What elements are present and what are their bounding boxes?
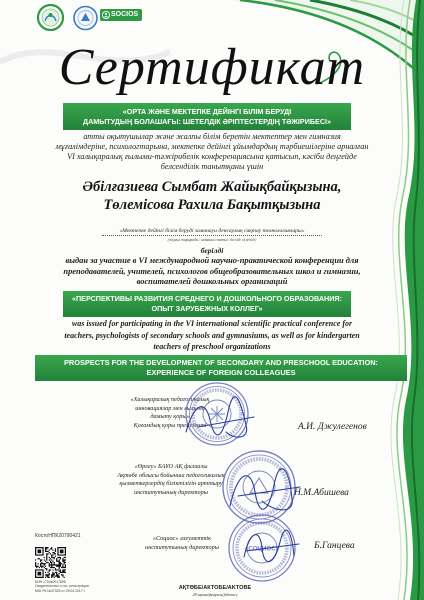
institute-logo xyxy=(37,4,64,31)
signatory-1-position xyxy=(100,396,240,430)
intro-ru-line: воспитателей дошкольных организаций xyxy=(136,277,288,286)
intro-text-kz xyxy=(12,132,412,172)
signatory-position-line: қызметкерлердің біліктілігін арттыру xyxy=(119,480,223,487)
registration-info xyxy=(35,580,89,593)
socios-people-icon xyxy=(102,11,110,19)
issued-label-kz: берілді xyxy=(200,246,224,255)
recipient-name: Әбілғазиева Сымбат Жайықбайқызына, xyxy=(82,179,342,195)
signatory-3-name: Б.Ганцева xyxy=(314,541,355,551)
conference-title-ru xyxy=(63,291,351,317)
recipient-name: Төлемісова Рахила Бақытқызына xyxy=(103,197,321,213)
intro-en-line: was issued for participating in the VI international scientific practical conference for xyxy=(71,319,353,328)
conference-title-ru-line: ОПЫТ ЗАРУБЕЖНЫХ КОЛЛЕГ» xyxy=(151,304,263,313)
signatory-position-line: дамыту қоры» xyxy=(150,413,190,420)
conference-title-kz xyxy=(63,103,351,130)
signatory-1-name: А.И. Джулегенов xyxy=(298,422,367,432)
recipient-names xyxy=(0,178,424,214)
conference-title-kz-line: ДАМЫТУДЫҢ БОЛАШАҒЫ: ШЕТЕЛДІК ӘРІПТЕСТЕРДІҢ ТӘЖІРИБЕСІ» xyxy=(82,116,332,126)
intro-kz-line: атты оқытушылар және жалпы білім беретін мектептер мен гимназия xyxy=(83,132,341,141)
intro-text-en xyxy=(12,318,412,353)
conference-title-en-line: PROSPECTS FOR THE DEVELOPMENT OF SECONDARY AND PRESCHOOL EDUCATION: xyxy=(64,358,378,367)
conference-title-en xyxy=(35,355,407,381)
intro-kz-line: белсенділік танытқаны үшін xyxy=(160,162,264,171)
certificate-code: КостоНПК20790421 xyxy=(35,533,81,539)
intro-ru-line: выдан за участие в VI международной научно-практической конференции для xyxy=(65,256,359,265)
registration-line: МЮ РК №07325 от 25.04.2017 г. xyxy=(35,588,86,593)
socios-logo-text: SOCIOS xyxy=(111,11,139,18)
signatory-position-line: институтының директоры xyxy=(134,488,208,496)
qr-modules xyxy=(35,547,66,578)
signatory-position-line: «Социос» әлеуметтік xyxy=(152,535,212,542)
intro-kz-line: мұғалімдеріне, психологтарына, мектепке дейінгі ұйымдардың тәрбиешілеріне арналған xyxy=(55,142,369,151)
signatory-position-line: «Өрлеу» БАҰО АҚ филиалы xyxy=(134,463,208,470)
conference-title-en-line: EXPERIENCE OF FOREIGN COLLEAGUES xyxy=(146,368,296,377)
intro-ru-line: преподавателей, учителей, психологов общеобразовательных школ и гимназии, xyxy=(63,266,361,276)
intro-text-ru xyxy=(12,256,412,288)
orleu-logo xyxy=(72,5,99,32)
registration-line: БИН 170440017898 xyxy=(35,580,66,584)
intro-en-line: teachers of preschool organizations xyxy=(153,342,271,351)
work-title-caption: (жұмыс тақырыбы / название статьи / the title of article) xyxy=(167,238,257,242)
signatory-position-line: инновациялар мен ғылыми xyxy=(135,404,205,412)
signatory-2-name: Н.М.Абишева xyxy=(294,488,349,498)
registration-line: Свидетельство о гос. регистрации xyxy=(35,584,89,589)
signatory-2-position xyxy=(98,463,244,497)
issue-date: 28 ақпан/февраль/february xyxy=(192,592,238,597)
intro-kz-line: VI халықаралық ғылыми-тәжірибелік конференциясына қатысып, кәсіби деңгейде xyxy=(67,152,357,161)
issue-place: АҚТӨБЕ/АКТОБЕ/AKTOBE xyxy=(178,585,252,591)
orleu-emblem-icon xyxy=(72,5,99,32)
signatory-position-line: институтының директоры xyxy=(145,543,219,551)
work-title: «Мектепке дейінгі білім беруді заманауи денсаулық сақтау технологиялары» xyxy=(102,227,322,236)
signatory-position-line: Қоғамдық қоры президенті xyxy=(133,421,207,429)
conference-title-ru-line: «ПЕРСПЕКТИВЫ РАЗВИТИЯ СРЕДНЕГО И ДОШКОЛЬНОГО ОБРАЗОВАНИЯ: xyxy=(72,294,342,303)
socios-logo xyxy=(100,9,142,21)
stamp-3-label: «СОЦИОС» xyxy=(244,545,280,553)
conference-title-kz-line: «ОРТА ЖӘНЕ МЕКТЕПКЕ ДЕЙІНГІ БІЛІМ БЕРУДІ xyxy=(122,106,292,116)
intro-en-line: teachers, psychologists of secondary schools and gymnasiums, as well as for kindergarten xyxy=(64,330,360,340)
signatory-position-line: «Халықаралық педагогикалық xyxy=(130,396,210,403)
institute-emblem-icon xyxy=(37,4,64,31)
qr-code[interactable] xyxy=(35,547,66,578)
signatory-3-position xyxy=(120,535,244,552)
certificate-title: Сертификат xyxy=(58,39,366,96)
signatory-position-line: Ақтөбе облысы бойынша педагогикалық xyxy=(117,471,225,479)
